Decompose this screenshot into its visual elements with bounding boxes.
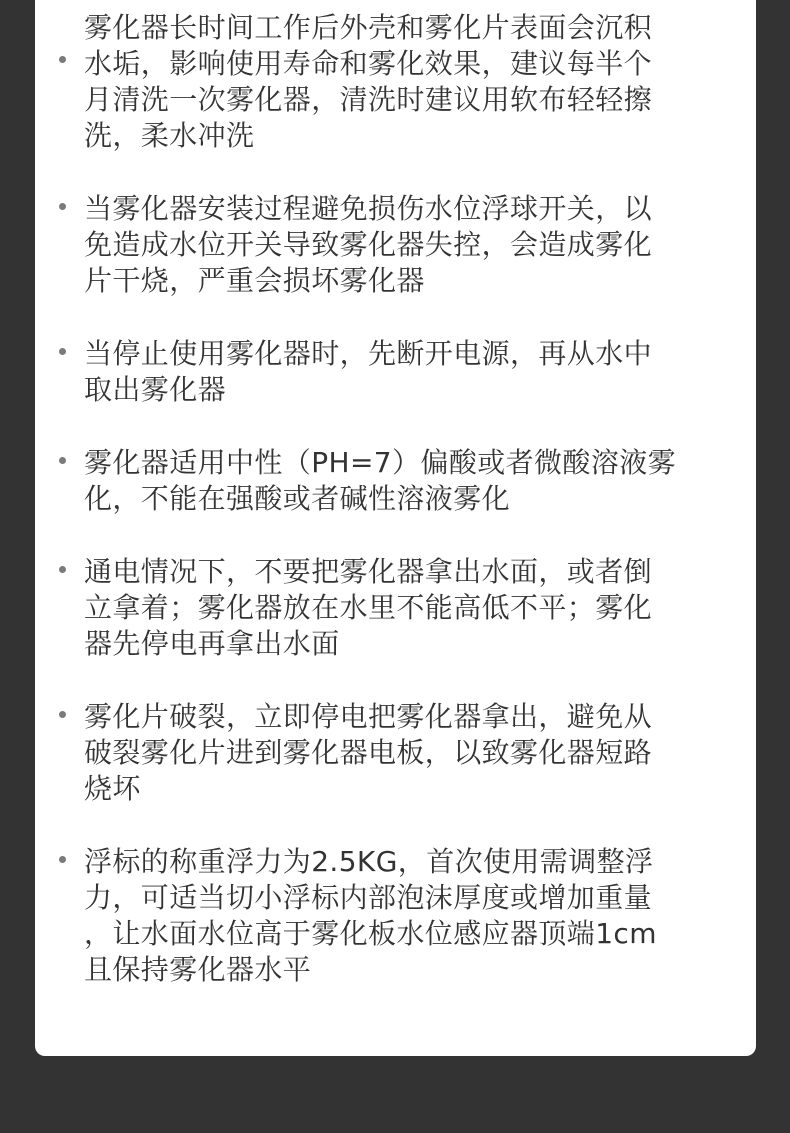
list-item bbox=[35, 191, 756, 299]
text-line: 浮标的称重浮力为2.5KG，首次使用需调整浮 bbox=[84, 845, 654, 878]
text-line: 器先停电再拿出水面 bbox=[84, 627, 340, 660]
text-line: 化，不能在强酸或者碱性溶液雾化 bbox=[84, 482, 511, 515]
list-item-text bbox=[84, 336, 736, 408]
list-item-text bbox=[84, 844, 736, 988]
text-line: 力，可适当切小浮标内部泡沫厚度或增加重量 bbox=[84, 881, 653, 914]
bullet-dot-icon bbox=[59, 457, 66, 464]
list-item bbox=[35, 10, 756, 154]
bullet-dot-icon bbox=[59, 56, 66, 63]
list-item-text bbox=[84, 445, 736, 517]
notes-list bbox=[35, 10, 756, 1025]
list-item bbox=[35, 699, 756, 807]
list-item-text bbox=[84, 699, 736, 807]
text-line: 立拿着；雾化器放在水里不能高低不平；雾化 bbox=[84, 591, 653, 624]
bullet-dot-icon bbox=[59, 203, 66, 210]
text-line: 雾化片破裂，立即停电把雾化器拿出，避免从 bbox=[84, 700, 653, 733]
text-line: 水垢，影响使用寿命和雾化效果，建议每半个 bbox=[84, 47, 653, 80]
text-line: 破裂雾化片进到雾化器电板，以致雾化器短路 bbox=[84, 736, 653, 769]
text-line: 免造成水位开关导致雾化器失控，会造成雾化 bbox=[84, 228, 653, 261]
bullet-dot-icon bbox=[59, 348, 66, 355]
list-item bbox=[35, 336, 756, 408]
list-item bbox=[35, 445, 756, 517]
text-line: 片干烧，严重会损坏雾化器 bbox=[84, 264, 425, 297]
list-item bbox=[35, 844, 756, 988]
notes-card bbox=[35, 0, 756, 1056]
bullet-dot-icon bbox=[59, 856, 66, 863]
text-line: 雾化器长时间工作后外壳和雾化片表面会沉积 bbox=[84, 11, 653, 44]
text-line: 烧坏 bbox=[84, 772, 141, 805]
list-item-text bbox=[84, 10, 736, 154]
text-line: 取出雾化器 bbox=[84, 373, 227, 406]
list-item-text bbox=[84, 191, 736, 299]
list-item bbox=[35, 554, 756, 662]
text-line: 通电情况下，不要把雾化器拿出水面，或者倒 bbox=[84, 555, 653, 588]
text-line: 当雾化器安装过程避免损伤水位浮球开关，以 bbox=[84, 192, 653, 225]
text-line: 洗，柔水冲洗 bbox=[84, 119, 255, 152]
list-item-text bbox=[84, 554, 736, 662]
bullet-dot-icon bbox=[59, 711, 66, 718]
text-line: 雾化器适用中性（PH=7）偏酸或者微酸溶液雾 bbox=[84, 446, 677, 479]
text-line: 且保持雾化器水平 bbox=[84, 953, 312, 986]
text-line: ，让水面水位高于雾化板水位感应器顶端1cm bbox=[84, 917, 657, 950]
text-line: 当停止使用雾化器时，先断开电源，再从水中 bbox=[84, 337, 653, 370]
text-line: 月清洗一次雾化器，清洗时建议用软布轻轻擦 bbox=[84, 83, 653, 116]
bullet-dot-icon bbox=[59, 566, 66, 573]
